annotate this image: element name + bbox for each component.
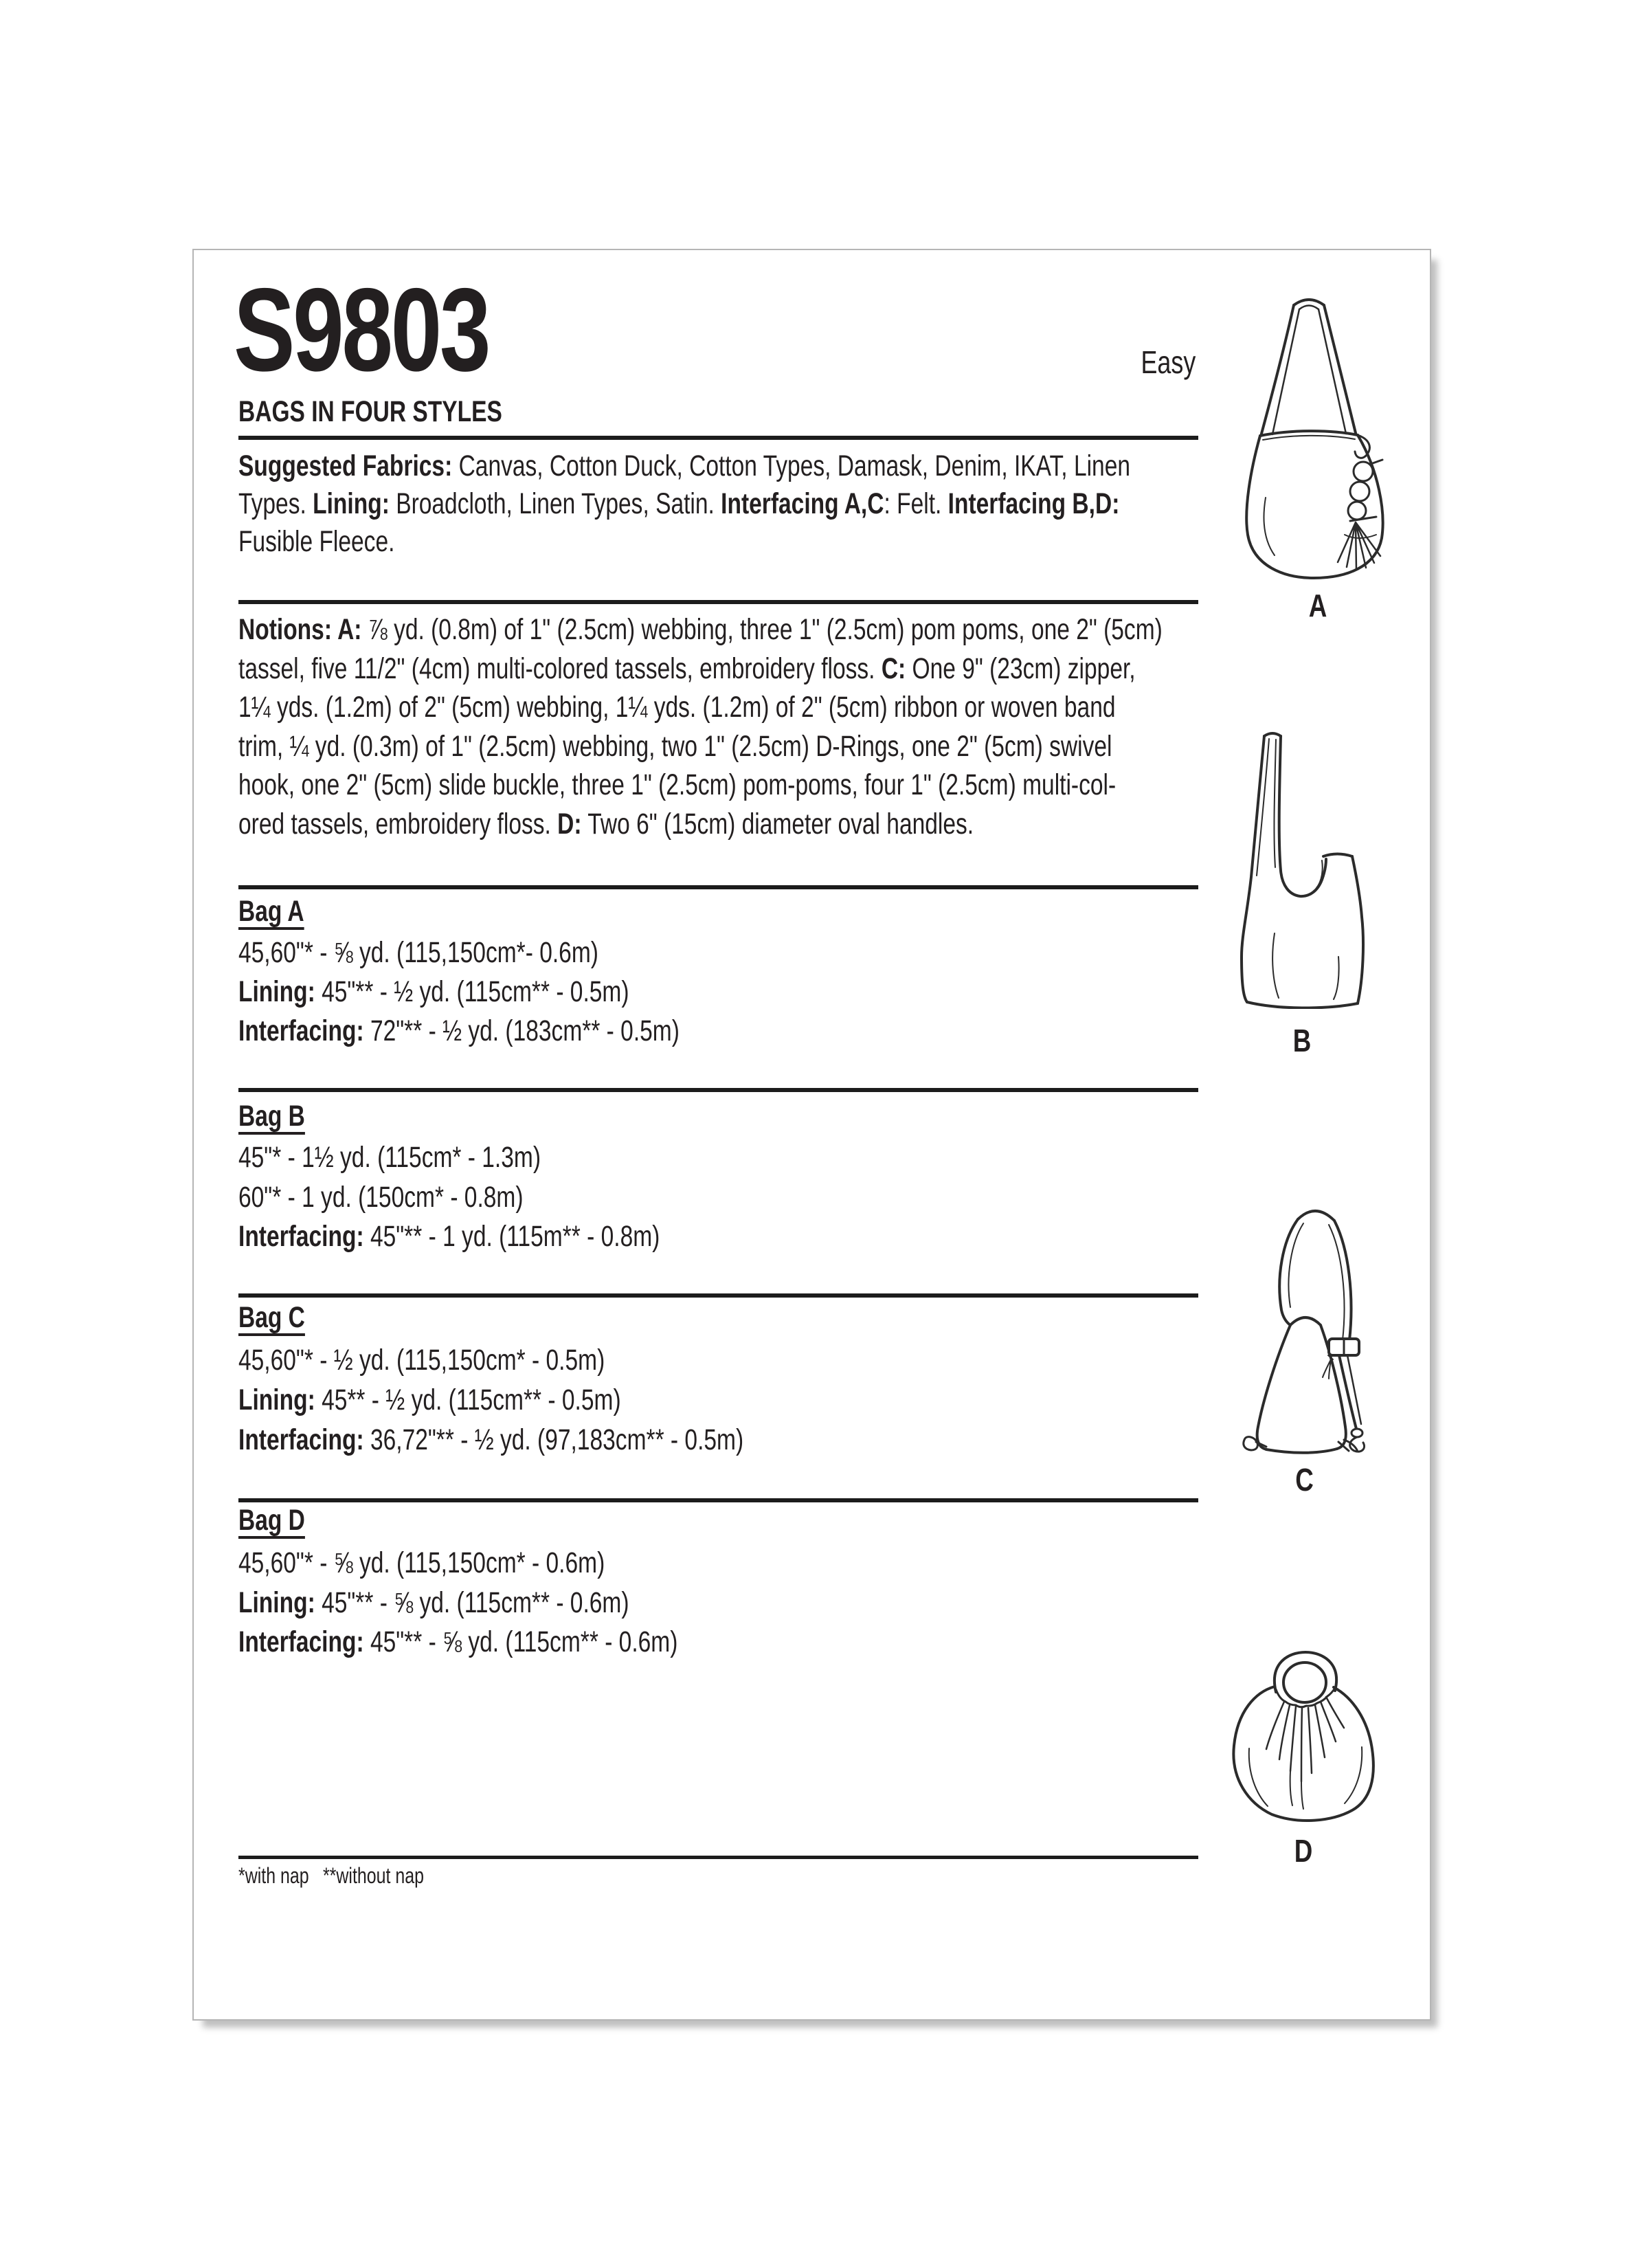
notions-line: Notions: A: ⅞ yd. (0.8m) of 1" (2.5cm) webbing, three 1" (2.5cm) pom poms, one 2" (5cm) [238, 613, 1163, 646]
divider-rule [238, 1088, 1198, 1092]
yardage-line: Interfacing: 72"** - ½ yd. (183cm** - 0.5m) [238, 1014, 680, 1047]
bag-c-label: C [1295, 1462, 1314, 1498]
fabrics-line: Types. Lining: Broadcloth, Linen Types, Satin. Interfacing A,C: Felt. Interfacing B,D: [238, 487, 1120, 520]
bag-c-illustration [1239, 1205, 1370, 1457]
fabrics-line: Suggested Fabrics: Canvas, Cotton Duck, Cotton Types, Damask, Denim, IKAT, Linen [238, 449, 1131, 482]
notions-line: trim, ¼ yd. (0.3m) of 1" (2.5cm) webbing, two 1" (2.5cm) D-Rings, one 2" (5cm) swivel [238, 729, 1112, 763]
bag-b-drawing [1237, 730, 1367, 1009]
suggested-fabrics-paragraph [238, 447, 1382, 561]
fabrics-line: Fusible Fleece. [238, 525, 395, 558]
yardage-line: 45,60"* - ½ yd. (115,150cm* - 0.5m) [238, 1344, 605, 1377]
nap-footnote [238, 1863, 424, 1889]
bag-d-yardage [238, 1544, 802, 1663]
bag-b-yardage [238, 1138, 778, 1257]
divider-rule [238, 1498, 1198, 1502]
yardage-line: 60"* - 1 yd. (150cm* - 0.8m) [238, 1180, 524, 1214]
bag-d-drawing [1229, 1651, 1378, 1824]
yardage-line: Lining: 45"** - ½ yd. (115cm** - 0.5m) [238, 975, 629, 1008]
yardage-line: 45,60"* - ⅝ yd. (115,150cm*- 0.6m) [238, 936, 598, 969]
page-title: BAGS IN FOUR STYLES [238, 395, 502, 428]
yardage-line: Interfacing: 36,72"** - ½ yd. (97,183cm** - 0.5m) [238, 1423, 744, 1456]
difficulty-label: Easy [1141, 344, 1196, 380]
pattern-number: S9803 [234, 264, 489, 396]
yardage-line: Lining: 45** - ½ yd. (115cm** - 0.5m) [238, 1383, 621, 1416]
yardage-line: 45"* - 1½ yd. (115cm* - 1.3m) [238, 1141, 541, 1174]
divider-rule [238, 885, 1198, 889]
divider-rule [238, 436, 1198, 440]
without-nap-note: **without nap [322, 1863, 425, 1888]
notions-line: 1¼ yds. (1.2m) of 2" (5cm) webbing, 1¼ yds. (1.2m) of 2" (5cm) ribbon or woven band [238, 691, 1116, 724]
bag-c-yardage [238, 1340, 886, 1460]
divider-rule [238, 600, 1198, 604]
bag-b-label: B [1292, 1023, 1312, 1058]
bag-c-drawing [1239, 1205, 1370, 1457]
bag-a-drawing [1242, 293, 1394, 580]
yardage-line: Lining: 45"** - ⅝ yd. (115cm** - 0.6m) [238, 1586, 629, 1619]
bag-c-heading: Bag C [238, 1301, 305, 1334]
footer-rule [238, 1856, 1198, 1859]
with-nap-note: *with nap [238, 1863, 309, 1888]
bag-b-illustration [1237, 730, 1367, 1009]
notions-line: ored tassels, embroidery floss. D: Two 6" (15cm) diameter oval handles. [238, 807, 974, 841]
pattern-envelope-sheet [192, 249, 1431, 2021]
notions-line: hook, one 2" (5cm) slide buckle, three 1" (2.5cm) pom-poms, four 1" (2.5cm) multi-col- [238, 768, 1117, 801]
bag-a-heading: Bag A [238, 895, 304, 928]
bag-d-heading: Bag D [238, 1504, 305, 1537]
bag-a-illustration [1242, 293, 1394, 580]
yardage-line: Interfacing: 45"** - 1 yd. (115m** - 0.8m) [238, 1220, 660, 1253]
notions-line: tassel, five 11/2" (4cm) multi-colored tassels, embroidery floss. C: One 9" (23cm) zipper, [238, 652, 1136, 685]
bag-a-label: A [1308, 588, 1327, 623]
bag-a-yardage [238, 933, 804, 1051]
bag-b-heading: Bag B [238, 1100, 305, 1133]
yardage-line: Interfacing: 45"** - ⅝ yd. (115cm** - 0.6m) [238, 1625, 678, 1658]
bag-d-label: D [1294, 1833, 1313, 1869]
bag-d-illustration [1229, 1651, 1378, 1824]
yardage-line: 45,60"* - ⅝ yd. (115,150cm* - 0.6m) [238, 1546, 605, 1579]
divider-rule [238, 1293, 1198, 1298]
